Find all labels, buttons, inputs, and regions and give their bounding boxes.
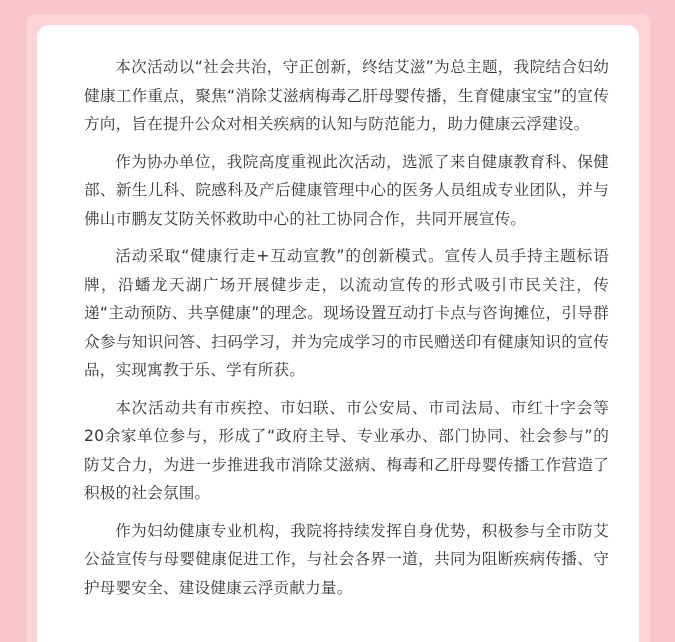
paragraph-closing: 作为妇幼健康专业机构，我院将持续发挥自身优势，积极参与全市防艾公益宣传与母婴健康促进工作，与社会各界一道，共同为阻断疾病传播、守护母婴安全、建设健康云浮贡献力量。 xyxy=(84,521,609,597)
paragraph-participants: 本次活动共有市疾控、市妇联、市公安局、市司法局、市红十字会等20余家单位参与，形成了“政府主导、专业承办、部门协同、社会参与”的防艾合力，为进一步推进我市消除艾滋病、梅毒和乙肝母婴传播工作营造了积极的社会氛围。 xyxy=(84,398,609,502)
paragraph-team: 作为协办单位，我院高度重视此次活动，选派了来自健康教育科、保健部、新生儿科、院感科及产后健康管理中心的医务人员组成专业团队，并与佛山市鹏友艾防关怀救助中心的社工协同合作，共同开展宣传。 xyxy=(84,152,609,228)
paragraph-activity: 活动采取“健康行走+互动宣教”的创新模式。宣传人员手持主题标语牌，沿蟠龙天湖广场开展健步走，以流动宣传的形式吸引市民关注，传递“主动预防、共享健康”的理念。现场设置互动打卡点与咨询摊位，引导群众参与知识问答、扫码学习，并为完成学习的市民赠送印有健康知识的宣传品，实现寓教于乐、学有所获。 xyxy=(84,247,609,379)
article-card xyxy=(37,25,639,642)
paragraph-theme: 本次活动以“社会共治，守正创新，终结艾滋”为总主题，我院结合妇幼健康工作重点，聚焦“消除艾滋病梅毒乙肝母婴传播，生育健康宝宝”的宣传方向，旨在提升公众对相关疾病的认知与防范能力，助力健康云浮建设。 xyxy=(84,58,609,133)
